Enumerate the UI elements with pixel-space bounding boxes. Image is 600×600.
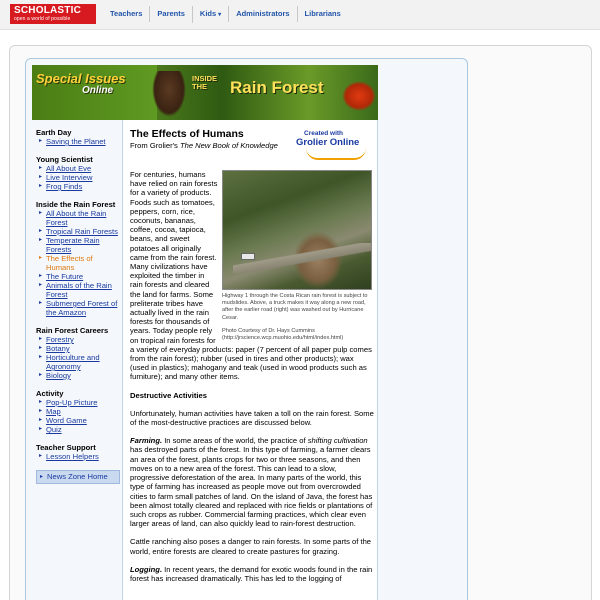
- sidebar-item-map[interactable]: ▸ Map: [36, 407, 120, 416]
- term-farming: Farming.: [130, 436, 163, 446]
- sidebar-item-horticulture[interactable]: ▸ Horticulture and Agronomy: [36, 353, 120, 371]
- sidebar-item-quiz[interactable]: ▸ Quiz: [36, 425, 120, 434]
- sidebar-heading-activity: Activity: [36, 389, 64, 398]
- sidebar-item-botany[interactable]: ▸ Botany: [36, 344, 120, 353]
- article-source: [130, 141, 278, 150]
- sidebar-heading-inside-rain-forest: Inside the Rain Forest: [36, 200, 116, 209]
- photo-block: [222, 170, 374, 342]
- logo-brand: SCHOLASTIC: [14, 5, 81, 16]
- source-prefix: From Grolier's: [130, 141, 180, 150]
- chevron-down-icon: ▾: [218, 11, 222, 18]
- nav-administrators[interactable]: Administrators: [228, 6, 296, 22]
- farming-text-b: has destroyed parts of the forest. In this type of farming, a farmer clears an area of the forest, plants crops for two or three seasons, and then moves on to a new area of the forest. This can lead to a slow, progressive deforestation of the area. In many parts of the world, this type of farming has increased as people move out from overcrowded cities to farm small patches of land. On the island of Java, the forest has been almost totally cleared and replaced with rice fields or plantations of such crops as rubber. Commercial farming practices, which clear even larger areas of land, can also quickly lead to rain-forest destruction.: [130, 445, 373, 529]
- banner-inside-the: [192, 75, 217, 91]
- news-zone-home-button[interactable]: ▸ News Zone Home: [36, 470, 120, 484]
- sidebar-item-all-about-eve[interactable]: ▸ All About Eve: [36, 164, 120, 173]
- banner-inside: INSIDE: [192, 74, 218, 83]
- source-book: The New Book of Knowledge: [179, 141, 278, 150]
- swoosh-icon: [306, 148, 366, 160]
- sidebar-item-temperate-rain-forests[interactable]: ▸ Temperate Rain Forests: [36, 236, 120, 254]
- banner-rain-forest: Rain Forest: [230, 78, 324, 97]
- sidebar-item-submerged-forest[interactable]: ▸ Submerged Forest of the Amazon: [36, 299, 120, 317]
- page-title: The Effects of Humans: [130, 128, 244, 140]
- sidebar-item-forestry[interactable]: ▸ Forestry: [36, 335, 120, 344]
- sidebar-item-all-about-rain-forest[interactable]: ▸ All About the Rain Forest: [36, 209, 120, 227]
- paragraph-1: For centuries, humans have relied on rain forests for a variety of products. Foods such as tomatoes, peppers, corn, rice, coconuts, bananas, coffee, cocoa, tapioca, beans, and sweet potatoes all originally came from the rain forest. Many civilizations have exploited the timber in rain forests and cleared the land for farms. Some preliterate tribes have actually lived in the rain forests for thousands of years. Today people rely on tropical rain forests for a variety of everyday products: paper (7 percent of all paper pulp comes from the rain forest); rubber (used in tires and other products); wax (used in plastics); mahogany and teak (used in wood products such as furniture); and many other items.: [130, 170, 372, 382]
- scholastic-logo[interactable]: [10, 4, 96, 24]
- monkey-icon: [152, 71, 186, 117]
- sidebar-item-lesson-helpers[interactable]: ▸ Lesson Helpers: [36, 452, 120, 461]
- sidebar-item-pop-up-picture[interactable]: ▸ Pop-Up Picture: [36, 398, 120, 407]
- heading-destructive-activities: Destructive Activities: [130, 390, 207, 400]
- sidebar-item-animals[interactable]: ▸ Animals of the Rain Forest: [36, 281, 120, 299]
- paragraph-farming: [130, 436, 374, 528]
- photo-truck: [241, 253, 255, 260]
- sidebar-item-effects-of-humans[interactable]: ▸ The Effects of Humans: [36, 254, 120, 272]
- nav-librarians[interactable]: Librarians: [297, 6, 348, 22]
- photo-credit: Photo Courtesy of Dr. Hays Cummins (http://jrscience.wcp.muohio.edu/html/index.html): [222, 327, 344, 342]
- nav-teachers[interactable]: Teachers: [110, 9, 143, 18]
- sidebar-item-tropical-rain-forests[interactable]: ▸ Tropical Rain Forests: [36, 227, 120, 236]
- term-shifting-cultivation: shifting cultivation: [307, 436, 368, 446]
- sidebar-heading-young-scientist: Young Scientist: [36, 155, 93, 164]
- sidebar-item-word-game[interactable]: ▸ Word Game: [36, 416, 120, 425]
- grolier-online-logo[interactable]: [296, 130, 370, 160]
- nav-parents[interactable]: Parents: [149, 6, 192, 22]
- top-nav: [102, 6, 348, 22]
- rain-forest-banner: [32, 65, 378, 120]
- sidebar-item-frog-finds[interactable]: ▸ Frog Finds: [36, 182, 120, 191]
- top-bar: [0, 0, 600, 30]
- banner-online: Online: [82, 85, 114, 96]
- sidebar-item-biology[interactable]: ▸ Biology: [36, 371, 120, 380]
- logging-text: In recent years, the demand for exotic woods found in the rain forest has increased dramatically. This has led to the logging of: [130, 564, 373, 583]
- nav-kids-label: Kids: [199, 8, 217, 18]
- article-body: [130, 170, 374, 592]
- sidebar: [36, 124, 120, 484]
- rain-forest-photo: [222, 170, 372, 290]
- logo-tagline: open a world of possible: [14, 16, 71, 22]
- banner-the: THE: [192, 82, 207, 91]
- paragraph-2: Unfortunately, human activities have taken a toll on the rain forest. Some of the most-destructive practices are discussed below.: [130, 408, 374, 428]
- sidebar-item-saving-the-planet[interactable]: ▸ Saving the Planet: [36, 137, 120, 146]
- sidebar-item-the-future[interactable]: ▸ The Future: [36, 272, 120, 281]
- paragraph-cattle: Cattle ranching also poses a danger to rain forests. In some parts of the world, entire forests are cleared to create pastures for grazing.: [130, 537, 372, 556]
- paragraph-logging: [130, 565, 374, 583]
- grolier-online-text: Grolier Online: [296, 137, 360, 148]
- sidebar-heading-earth-day: Earth Day: [36, 128, 72, 137]
- farming-text-a: In some areas of the world, the practice of: [162, 436, 308, 446]
- nav-kids[interactable]: [192, 6, 228, 23]
- term-logging: Logging.: [130, 564, 163, 574]
- banner-special-issues: Special Issues: [36, 71, 126, 86]
- sidebar-heading-careers: Rain Forest Careers: [36, 326, 109, 335]
- grolier-created-with: Created with: [304, 130, 344, 137]
- sidebar-item-live-interview[interactable]: ▸ Live Interview: [36, 173, 120, 182]
- sidebar-heading-teacher-support: Teacher Support: [36, 443, 96, 452]
- photo-caption: Highway 1 through the Costa Rican rain forest is subject to mudslides. Above, a truck makes it way along a new road, after the earlier road (right) was washed out by Hurricane Cesar.: [222, 293, 368, 321]
- frog-icon: [342, 81, 376, 111]
